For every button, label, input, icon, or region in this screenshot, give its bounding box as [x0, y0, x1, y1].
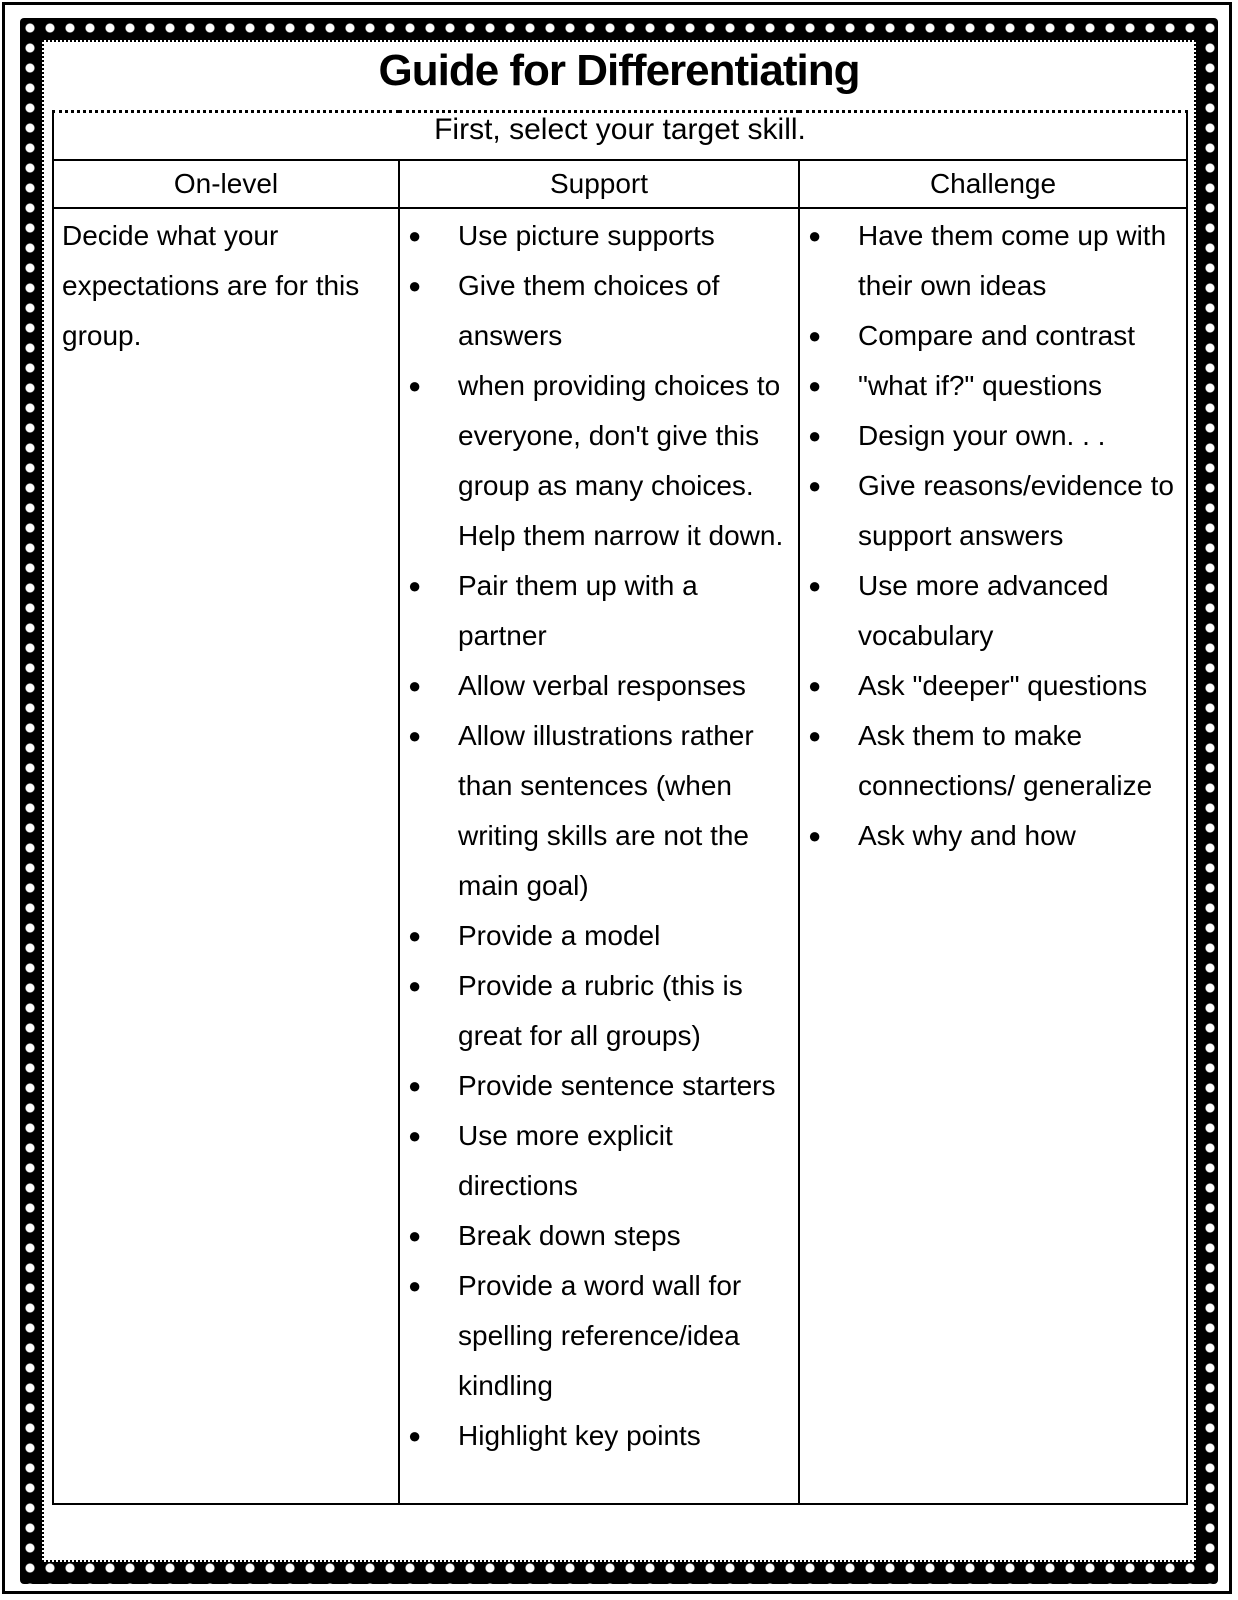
bullet-icon: ● [408, 973, 422, 998]
page-title: Guide for Differentiating [378, 46, 860, 95]
list-item [400, 711, 790, 911]
list-item-text: Ask them to make connections/ generalize [858, 720, 1153, 801]
column-header-challenge: Challenge [799, 160, 1187, 208]
bullet-icon: ● [808, 473, 822, 498]
bullet-icon: ● [408, 373, 422, 398]
bullet-icon: ● [808, 323, 822, 348]
list-item [800, 211, 1178, 311]
bullet-icon: ● [408, 223, 422, 248]
bullet-icon: ● [408, 1423, 422, 1448]
bullet-icon: ● [808, 723, 822, 748]
list-item [800, 311, 1178, 361]
column-header-support: Support [399, 160, 799, 208]
list-item [400, 211, 790, 261]
list-item [800, 711, 1178, 811]
bullet-icon: ● [408, 673, 422, 698]
list-item-text: Provide sentence starters [458, 1070, 776, 1101]
list-item [800, 461, 1178, 561]
bullet-icon: ● [408, 573, 422, 598]
bullet-icon: ● [808, 223, 822, 248]
list-item [400, 1111, 790, 1211]
list-item-text: Provide a model [458, 920, 661, 951]
list-item [400, 361, 790, 561]
list-item [400, 911, 790, 961]
list-item [800, 411, 1178, 461]
list-item-text: Allow illustrations rather than sentences (when writing skills are not the main goal) [458, 720, 754, 901]
list-item [800, 361, 1178, 411]
list-item-text: "what if?" questions [858, 370, 1103, 401]
challenge-cell [799, 208, 1187, 1504]
on-level-cell: Decide what your expectations are for this group. [53, 208, 399, 1504]
list-item-text: Allow verbal responses [458, 670, 746, 701]
list-item [400, 1261, 790, 1411]
bullet-icon: ● [808, 373, 822, 398]
bullet-icon: ● [808, 673, 822, 698]
bullet-icon: ● [408, 1073, 422, 1098]
bullet-icon: ● [808, 423, 822, 448]
list-item-text: Have them come up with their own ideas [858, 220, 1167, 301]
bullet-icon: ● [408, 1123, 422, 1148]
list-item [800, 561, 1178, 661]
list-item-text: Give them choices of answers [458, 270, 720, 351]
differentiation-table [52, 110, 1188, 1505]
support-list [400, 209, 798, 1461]
list-item-text: Highlight key points [458, 1420, 701, 1451]
column-header-on-level: On-level [53, 160, 399, 208]
list-item [400, 261, 790, 361]
list-item [400, 1411, 790, 1461]
list-item-text: Use more explicit directions [458, 1120, 673, 1201]
list-item [800, 811, 1178, 861]
list-item-text: Give reasons/evidence to support answers [858, 470, 1174, 551]
list-item-text: Ask "deeper" questions [858, 670, 1148, 701]
list-item [400, 661, 790, 711]
list-item [400, 561, 790, 661]
list-item [400, 961, 790, 1061]
list-item-text: Ask why and how [858, 820, 1076, 851]
list-item-text: Provide a rubric (this is great for all groups) [458, 970, 743, 1051]
challenge-list [800, 209, 1186, 861]
support-cell [399, 208, 799, 1504]
list-item-text: when providing choices to everyone, don't give this group as many choices. Help them narrow it down. [458, 370, 784, 551]
guide-sheet [42, 40, 1196, 1562]
list-item-text: Use picture supports [458, 220, 715, 251]
table-subtitle: First, select your target skill. [53, 112, 1187, 161]
list-item [400, 1061, 790, 1111]
bullet-icon: ● [408, 1223, 422, 1248]
bullet-icon: ● [408, 273, 422, 298]
list-item-text: Compare and contrast [858, 320, 1136, 351]
list-item-text: Pair them up with a partner [458, 570, 698, 651]
list-item-text: Provide a word wall for spelling reference/idea kindling [458, 1270, 742, 1401]
bullet-icon: ● [808, 573, 822, 598]
list-item-text: Break down steps [458, 1220, 681, 1251]
bullet-icon: ● [408, 1273, 422, 1298]
bullet-icon: ● [408, 923, 422, 948]
list-item-text: Design your own. . . [858, 420, 1106, 451]
bullet-icon: ● [408, 723, 422, 748]
bullet-icon: ● [808, 823, 822, 848]
list-item [400, 1211, 790, 1261]
list-item [800, 661, 1178, 711]
list-item-text: Use more advanced vocabulary [858, 570, 1109, 651]
